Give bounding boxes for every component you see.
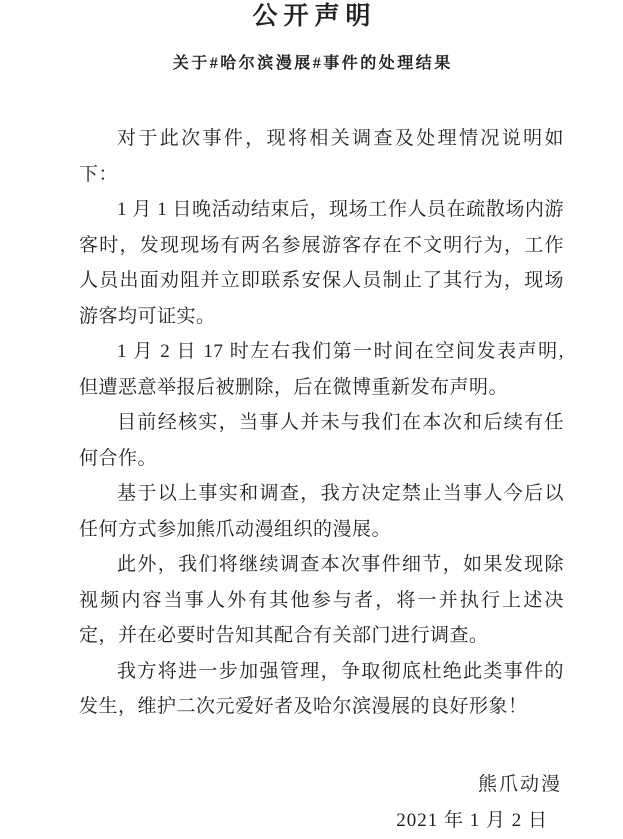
signature-block — [0, 767, 623, 839]
paragraph: 目前经核实，当事人并未与我们在本次和后续有任何合作。 — [79, 412, 564, 469]
paragraph: 基于以上事实和调查，我方决定禁止当事人今后以任何方式参加熊爪动漫组织的漫展。 — [79, 483, 564, 540]
signature-date: 2021 年 1 月 2 日 — [396, 809, 548, 831]
signature: 熊爪动漫 — [477, 773, 562, 795]
paragraph: 我方将进一步加强管理，争取彻底杜绝此类事件的发生，维护二次元爱好者及哈尔滨漫展的良好形象！ — [79, 660, 564, 717]
page-subtitle: 关于#哈尔滨漫展#事件的处理结果 — [172, 55, 453, 72]
statement-body — [0, 121, 623, 725]
paragraph: 此外，我们将继续调查本次事件细节，如果发现除视频内容当事人外有其他参与者，将一并执行上述决定，并在必要时告知其配合有关部门进行调查。 — [79, 554, 564, 646]
paragraph: 1 月 2 日 17 时左右我们第一时间在空间发表声明, 但遭恶意举报后被删除，后在微博重新发布声明。 — [79, 341, 564, 398]
paragraph: 对于此次事件，现将相关调查及处理情况说明如下： — [79, 128, 564, 185]
page-title: 公开声明 — [252, 3, 377, 30]
paragraph: 1 月 1 日晚活动结束后，现场工作人员在疏散场内游客时，发现现场有两名参展游客存在不文明行为，工作人员出面劝阻并立即联系安保人员制止了其行为，现场游客均可证实。 — [79, 199, 564, 327]
